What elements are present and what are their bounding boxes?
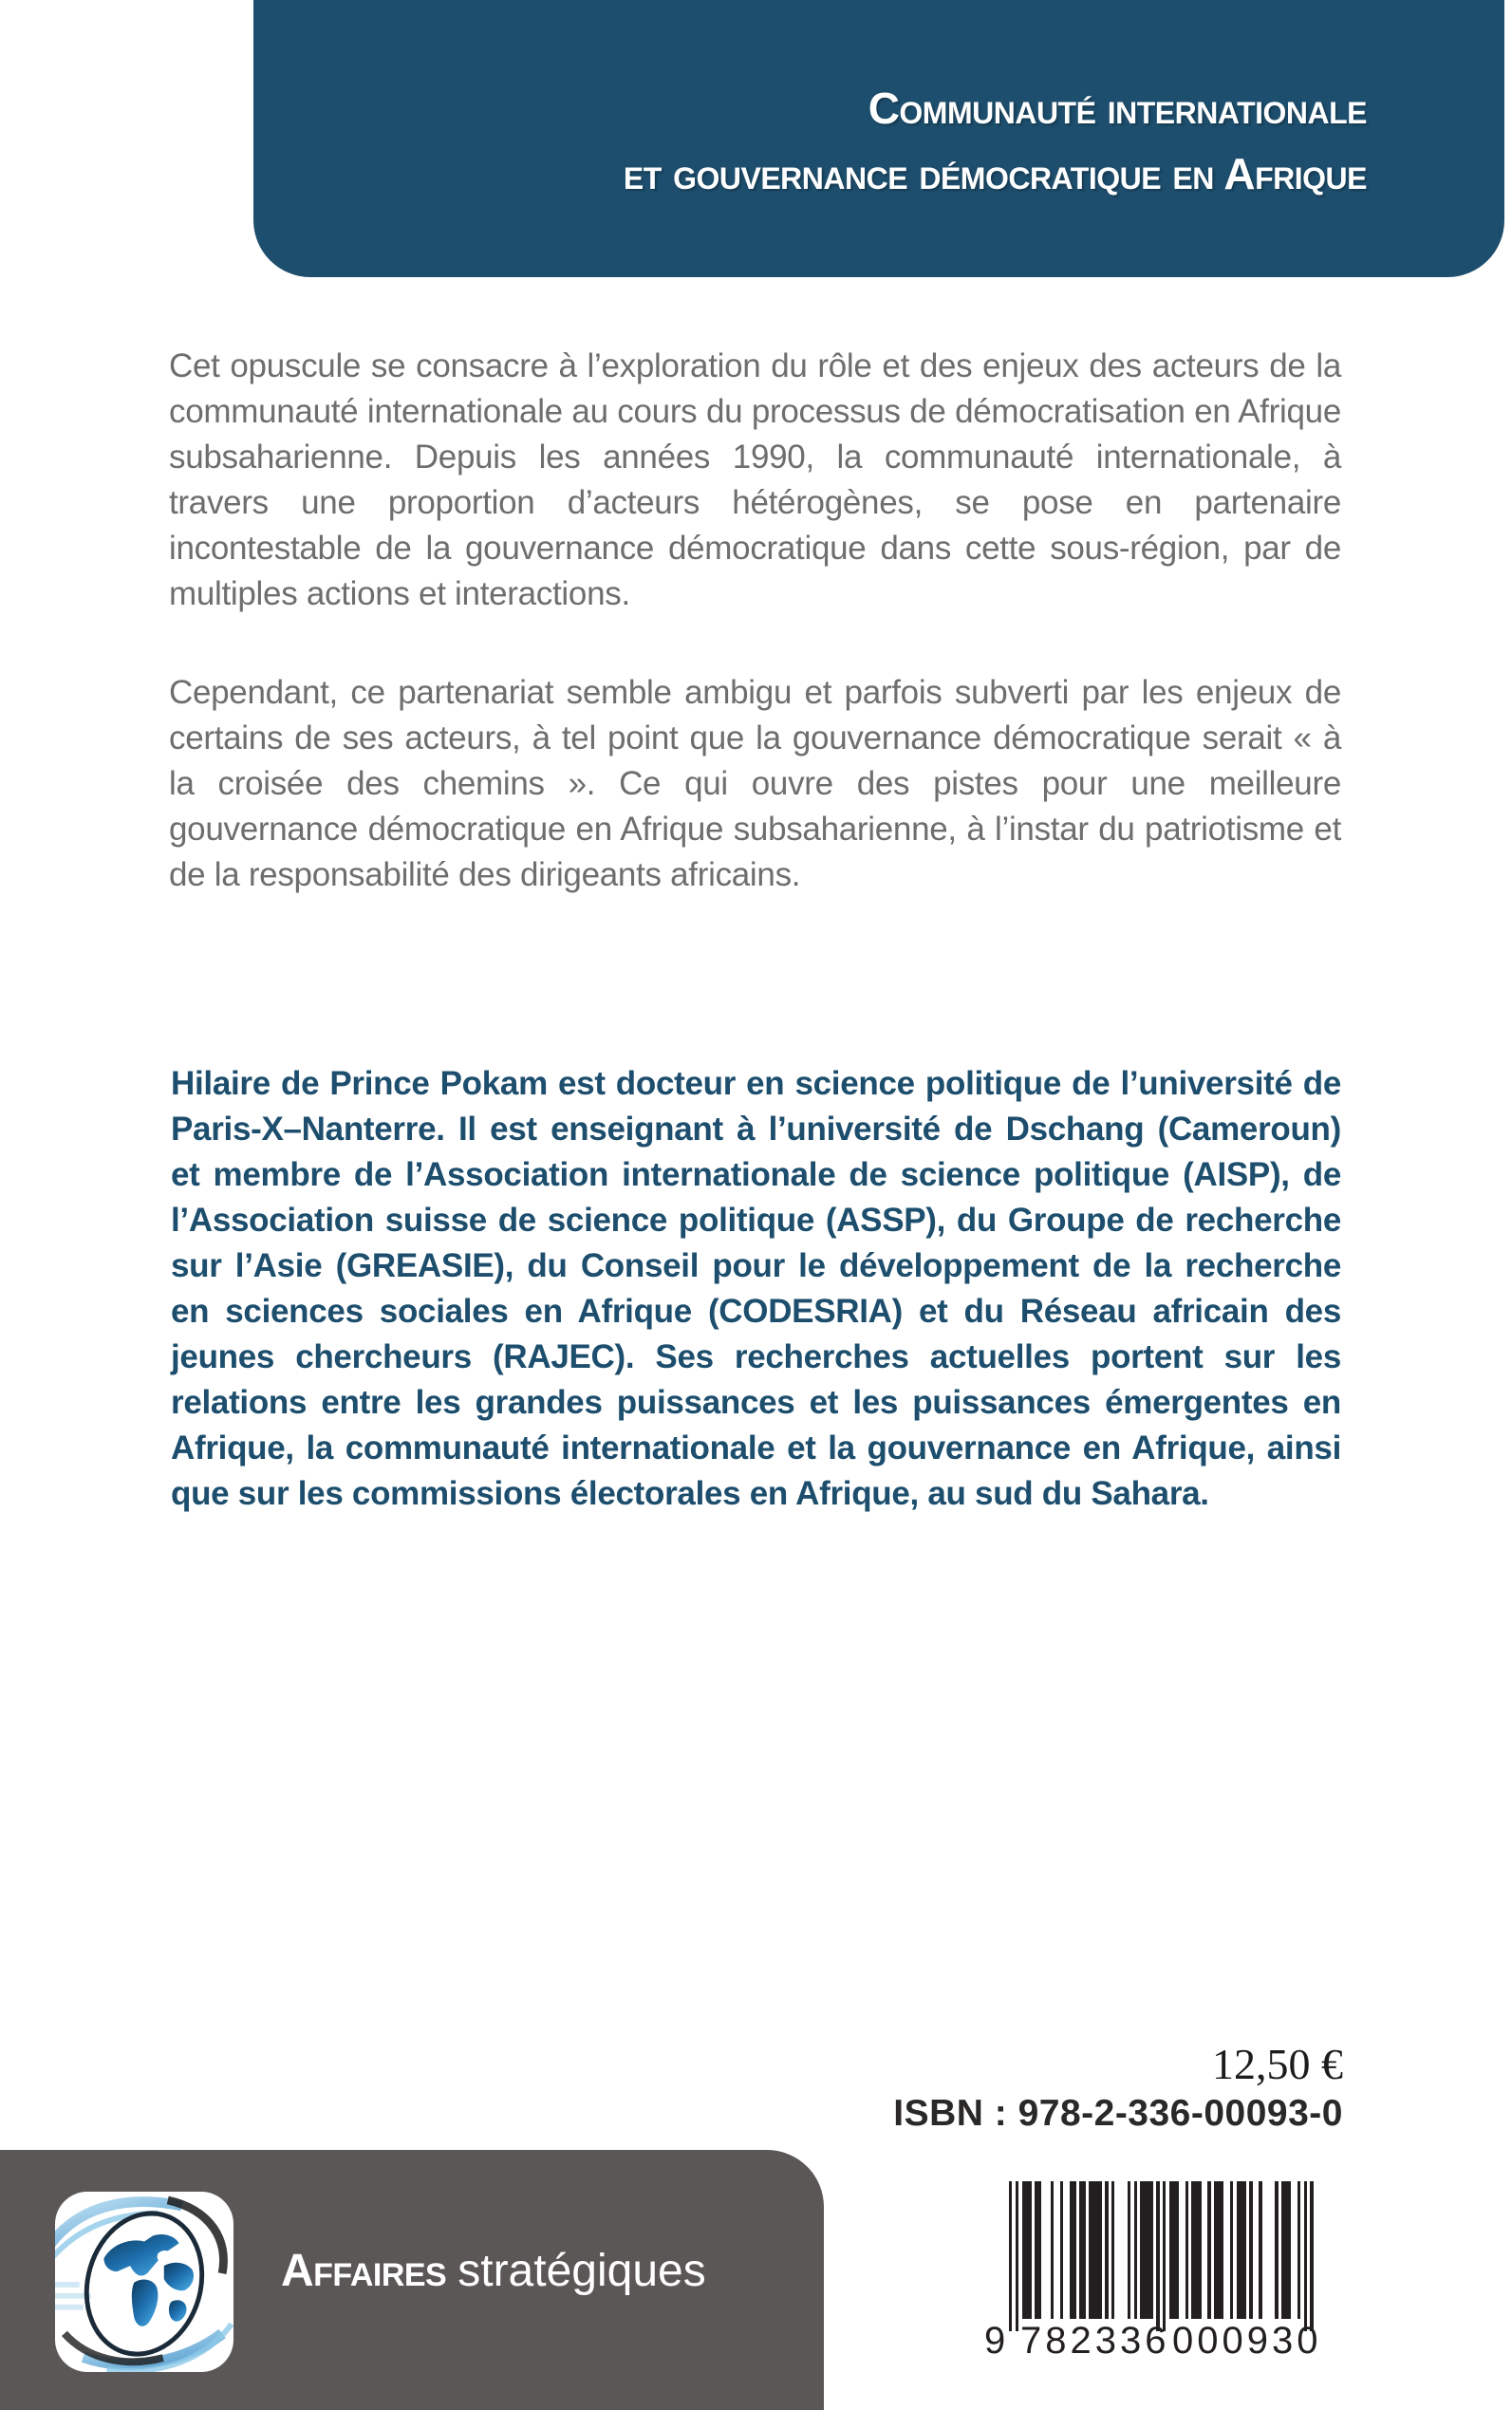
series-name-bold: Affaires xyxy=(281,2246,447,2296)
author-bio: Hilaire de Prince Pokam est docteur en science politique de l’université de Paris-X–Nanterre. Il est enseignant à l’université de Dschang (Cameroun) et membre de l’Association internationale de science politique (AISP), de l’Association suisse de science politique (ASSP), du Groupe de recherche sur l’Asie (GREASIE), du Conseil pour le développement de la recherche en sciences sociales en Afrique (CODESRIA) et du Réseau africain des jeunes chercheurs (RAJEC). Ses recherches actuelles portent sur les relations entre les grandes puissances et les puissances émergentes en Afrique, la communauté internationale et la gouvernance en Afrique, ainsi que sur les commissions électorales en Afrique, au sud du Sahara. xyxy=(171,1065,1341,1512)
pricing-block xyxy=(679,2039,1343,2138)
publisher-bar xyxy=(0,2150,824,2410)
barcode-module xyxy=(1310,2181,1313,2331)
book-title-line-1: Communauté internationale xyxy=(868,84,1367,133)
globe-swirl-icon xyxy=(55,2192,233,2372)
barcode-bars xyxy=(1009,2181,1315,2331)
price: 12,50 € xyxy=(1212,2040,1343,2088)
isbn-label: ISBN : 978-2-336-00093-0 xyxy=(893,2093,1343,2134)
synopsis xyxy=(169,344,1341,898)
barcode-digit-leading: 9 xyxy=(984,2320,1006,2362)
synopsis-paragraph-1: Cet opuscule se consacre à l’exploration du rôle et des enjeux des acteurs de la communauté internationale au cours du processus de démocratisation en Afrique subsaharienne. Depuis les années 1990, la communauté internationale, à travers une proportion d’acteurs hétérogènes, se pose en partenaire incontestable de la gouvernance démocratique dans cette sous-région, par de multiples actions et interactions. xyxy=(169,347,1341,612)
synopsis-paragraph-2: Cependant, ce partenariat semble ambigu et parfois subverti par les enjeux de certains de ses acteurs, à tel point que la gouvernance démocratique serait « à la croisée des chemins ». Ce qui ouvre des pistes pour une meilleure gouvernance démocratique en Afrique subsaharienne, à l’instar du patriotisme et de la responsabilité des dirigeants africains. xyxy=(169,674,1341,893)
ean-barcode xyxy=(984,2181,1322,2382)
barcode-digits-left-group: 782336 xyxy=(1020,2320,1170,2362)
title-banner xyxy=(253,0,1504,277)
barcode-digits-right-group: 000930 xyxy=(1172,2320,1322,2362)
series-name-regular: stratégiques xyxy=(457,2246,706,2296)
publisher-logo xyxy=(55,2192,233,2372)
barcode-digits xyxy=(984,2320,1322,2369)
series-name xyxy=(281,2245,706,2297)
book-title-line-2: et gouvernance démocratique en Afrique xyxy=(623,149,1367,198)
